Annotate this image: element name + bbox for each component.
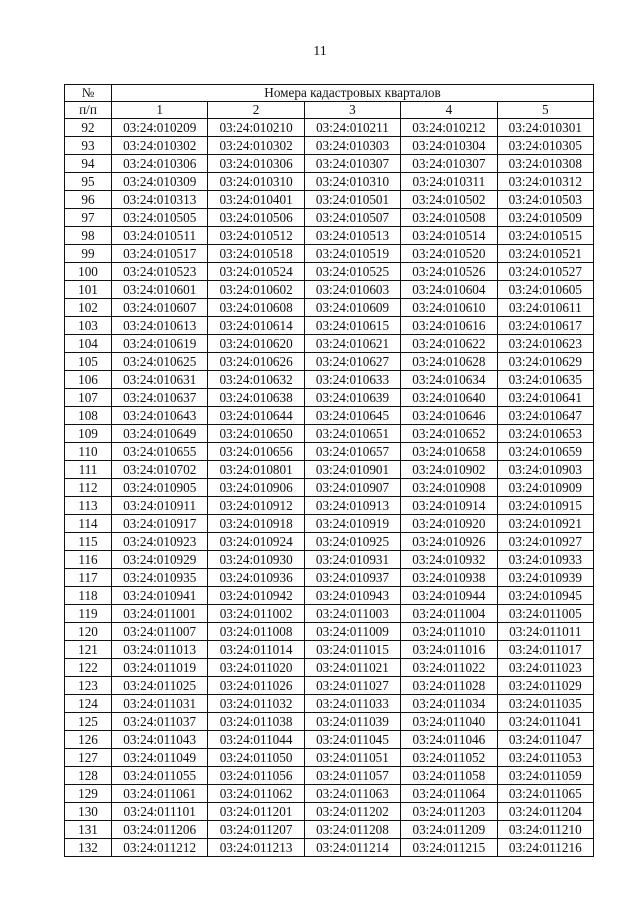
cadastral-number-cell: 03:24:010637 <box>112 389 208 407</box>
cadastral-number-cell: 03:24:010623 <box>497 335 593 353</box>
cadastral-number-cell: 03:24:011016 <box>401 641 497 659</box>
cadastral-number-cell: 03:24:011101 <box>112 803 208 821</box>
cadastral-number-cell: 03:24:010921 <box>497 515 593 533</box>
table-row <box>65 317 594 335</box>
row-number-cell: 112 <box>65 479 112 497</box>
cadastral-number-cell: 03:24:011206 <box>112 821 208 839</box>
cadastral-number-cell: 03:24:011208 <box>304 821 400 839</box>
cadastral-number-cell: 03:24:010651 <box>304 425 400 443</box>
cadastral-number-cell: 03:24:010641 <box>497 389 593 407</box>
cadastral-number-cell: 03:24:010939 <box>497 569 593 587</box>
cadastral-number-cell: 03:24:011209 <box>401 821 497 839</box>
cadastral-number-cell: 03:24:011002 <box>208 605 304 623</box>
table-row <box>65 785 594 803</box>
cadastral-number-cell: 03:24:010511 <box>112 227 208 245</box>
table-row <box>65 731 594 749</box>
row-number-cell: 93 <box>65 137 112 155</box>
cadastral-number-cell: 03:24:010513 <box>304 227 400 245</box>
table-row <box>65 209 594 227</box>
cadastral-number-cell: 03:24:010306 <box>112 155 208 173</box>
cadastral-number-cell: 03:24:011053 <box>497 749 593 767</box>
table-row <box>65 245 594 263</box>
cadastral-number-cell: 03:24:010911 <box>112 497 208 515</box>
cadastral-number-cell: 03:24:010938 <box>401 569 497 587</box>
table-row <box>65 155 594 173</box>
cadastral-number-cell: 03:24:011004 <box>401 605 497 623</box>
cadastral-number-cell: 03:24:011007 <box>112 623 208 641</box>
header-number-symbol: № <box>65 85 112 102</box>
cadastral-number-cell: 03:24:010702 <box>112 461 208 479</box>
cadastral-number-cell: 03:24:010909 <box>497 479 593 497</box>
cadastral-number-cell: 03:24:010933 <box>497 551 593 569</box>
cadastral-number-cell: 03:24:010307 <box>401 155 497 173</box>
table-row <box>65 641 594 659</box>
table-row <box>65 587 594 605</box>
cadastral-number-cell: 03:24:010507 <box>304 209 400 227</box>
cadastral-number-cell: 03:24:010633 <box>304 371 400 389</box>
cadastral-number-cell: 03:24:011202 <box>304 803 400 821</box>
cadastral-number-cell: 03:24:011032 <box>208 695 304 713</box>
cadastral-number-cell: 03:24:011029 <box>497 677 593 695</box>
table-row <box>65 569 594 587</box>
row-number-cell: 96 <box>65 191 112 209</box>
table-row <box>65 425 594 443</box>
cadastral-number-cell: 03:24:010211 <box>304 119 400 137</box>
cadastral-number-cell: 03:24:010906 <box>208 479 304 497</box>
cadastral-number-cell: 03:24:011031 <box>112 695 208 713</box>
table-row <box>65 479 594 497</box>
table-row <box>65 515 594 533</box>
cadastral-number-cell: 03:24:010920 <box>401 515 497 533</box>
row-number-cell: 105 <box>65 353 112 371</box>
header-column-5: 5 <box>497 102 593 119</box>
row-number-cell: 110 <box>65 443 112 461</box>
cadastral-number-cell: 03:24:011043 <box>112 731 208 749</box>
table-row <box>65 173 594 191</box>
header-number-abbrev: п/п <box>65 102 112 119</box>
cadastral-number-cell: 03:24:010626 <box>208 353 304 371</box>
row-number-cell: 115 <box>65 533 112 551</box>
cadastral-number-cell: 03:24:010917 <box>112 515 208 533</box>
cadastral-number-cell: 03:24:010801 <box>208 461 304 479</box>
cadastral-number-cell: 03:24:010915 <box>497 497 593 515</box>
table-row <box>65 497 594 515</box>
header-group-title: Номера кадастровых кварталов <box>112 85 594 102</box>
cadastral-number-cell: 03:24:010401 <box>208 191 304 209</box>
table-row <box>65 371 594 389</box>
cadastral-number-cell: 03:24:011204 <box>497 803 593 821</box>
row-number-cell: 123 <box>65 677 112 695</box>
cadastral-number-cell: 03:24:010647 <box>497 407 593 425</box>
cadastral-number-cell: 03:24:010506 <box>208 209 304 227</box>
cadastral-number-cell: 03:24:010302 <box>208 137 304 155</box>
cadastral-number-cell: 03:24:010520 <box>401 245 497 263</box>
cadastral-number-cell: 03:24:010919 <box>304 515 400 533</box>
table-row <box>65 839 594 857</box>
cadastral-number-cell: 03:24:010902 <box>401 461 497 479</box>
cadastral-number-cell: 03:24:010602 <box>208 281 304 299</box>
cadastral-number-cell: 03:24:010628 <box>401 353 497 371</box>
cadastral-number-cell: 03:24:011216 <box>497 839 593 857</box>
row-number-cell: 106 <box>65 371 112 389</box>
table-row <box>65 749 594 767</box>
cadastral-number-cell: 03:24:010620 <box>208 335 304 353</box>
cadastral-number-cell: 03:24:011063 <box>304 785 400 803</box>
table-row <box>65 299 594 317</box>
header-column-2: 2 <box>208 102 304 119</box>
row-number-cell: 100 <box>65 263 112 281</box>
cadastral-number-cell: 03:24:010901 <box>304 461 400 479</box>
cadastral-number-cell: 03:24:010653 <box>497 425 593 443</box>
cadastral-number-cell: 03:24:010309 <box>112 173 208 191</box>
cadastral-number-cell: 03:24:010515 <box>497 227 593 245</box>
cadastral-number-cell: 03:24:010923 <box>112 533 208 551</box>
cadastral-number-cell: 03:24:011056 <box>208 767 304 785</box>
table-row <box>65 443 594 461</box>
table-row <box>65 623 594 641</box>
cadastral-number-cell: 03:24:010608 <box>208 299 304 317</box>
cadastral-number-cell: 03:24:011014 <box>208 641 304 659</box>
table-row <box>65 119 594 137</box>
cadastral-number-cell: 03:24:010944 <box>401 587 497 605</box>
cadastral-number-cell: 03:24:010514 <box>401 227 497 245</box>
row-number-cell: 129 <box>65 785 112 803</box>
row-number-cell: 111 <box>65 461 112 479</box>
cadastral-number-cell: 03:24:010524 <box>208 263 304 281</box>
cadastral-number-cell: 03:24:011059 <box>497 767 593 785</box>
table-row <box>65 551 594 569</box>
row-number-cell: 119 <box>65 605 112 623</box>
cadastral-number-cell: 03:24:010908 <box>401 479 497 497</box>
cadastral-number-cell: 03:24:011057 <box>304 767 400 785</box>
cadastral-number-cell: 03:24:010658 <box>401 443 497 461</box>
cadastral-number-cell: 03:24:011215 <box>401 839 497 857</box>
cadastral-number-cell: 03:24:011049 <box>112 749 208 767</box>
cadastral-number-cell: 03:24:010615 <box>304 317 400 335</box>
cadastral-number-cell: 03:24:010508 <box>401 209 497 227</box>
cadastral-number-cell: 03:24:011022 <box>401 659 497 677</box>
cadastral-number-cell: 03:24:011025 <box>112 677 208 695</box>
row-number-cell: 97 <box>65 209 112 227</box>
cadastral-number-cell: 03:24:011010 <box>401 623 497 641</box>
cadastral-number-cell: 03:24:010306 <box>208 155 304 173</box>
cadastral-number-cell: 03:24:010610 <box>401 299 497 317</box>
cadastral-number-cell: 03:24:010527 <box>497 263 593 281</box>
cadastral-number-cell: 03:24:010505 <box>112 209 208 227</box>
row-number-cell: 108 <box>65 407 112 425</box>
cadastral-number-cell: 03:24:011203 <box>401 803 497 821</box>
cadastral-number-cell: 03:24:011201 <box>208 803 304 821</box>
cadastral-number-cell: 03:24:010302 <box>112 137 208 155</box>
cadastral-number-cell: 03:24:010619 <box>112 335 208 353</box>
cadastral-number-cell: 03:24:011020 <box>208 659 304 677</box>
row-number-cell: 113 <box>65 497 112 515</box>
row-number-cell: 109 <box>65 425 112 443</box>
cadastral-number-cell: 03:24:010611 <box>497 299 593 317</box>
cadastral-number-cell: 03:24:010644 <box>208 407 304 425</box>
cadastral-number-cell: 03:24:010512 <box>208 227 304 245</box>
cadastral-number-cell: 03:24:010650 <box>208 425 304 443</box>
cadastral-number-cell: 03:24:010303 <box>304 137 400 155</box>
row-number-cell: 95 <box>65 173 112 191</box>
row-number-cell: 92 <box>65 119 112 137</box>
row-number-cell: 102 <box>65 299 112 317</box>
cadastral-number-cell: 03:24:011027 <box>304 677 400 695</box>
cadastral-number-cell: 03:24:010645 <box>304 407 400 425</box>
table-row <box>65 821 594 839</box>
cadastral-number-cell: 03:24:010903 <box>497 461 593 479</box>
cadastral-number-cell: 03:24:010945 <box>497 587 593 605</box>
cadastral-number-cell: 03:24:010308 <box>497 155 593 173</box>
cadastral-number-cell: 03:24:010609 <box>304 299 400 317</box>
row-number-cell: 132 <box>65 839 112 857</box>
cadastral-number-cell: 03:24:010925 <box>304 533 400 551</box>
cadastral-number-cell: 03:24:010614 <box>208 317 304 335</box>
cadastral-number-cell: 03:24:010912 <box>208 497 304 515</box>
cadastral-number-cell: 03:24:010501 <box>304 191 400 209</box>
table-row <box>65 227 594 245</box>
table-row <box>65 803 594 821</box>
cadastral-number-cell: 03:24:011017 <box>497 641 593 659</box>
table-row <box>65 461 594 479</box>
cadastral-number-cell: 03:24:010942 <box>208 587 304 605</box>
table-row <box>65 281 594 299</box>
cadastral-number-cell: 03:24:010605 <box>497 281 593 299</box>
cadastral-number-cell: 03:24:010649 <box>112 425 208 443</box>
row-number-cell: 121 <box>65 641 112 659</box>
cadastral-number-cell: 03:24:010936 <box>208 569 304 587</box>
cadastral-number-cell: 03:24:010521 <box>497 245 593 263</box>
cadastral-number-cell: 03:24:010601 <box>112 281 208 299</box>
cadastral-number-cell: 03:24:010913 <box>304 497 400 515</box>
table-row <box>65 191 594 209</box>
cadastral-number-cell: 03:24:010604 <box>401 281 497 299</box>
row-number-cell: 114 <box>65 515 112 533</box>
cadastral-number-cell: 03:24:010627 <box>304 353 400 371</box>
cadastral-number-cell: 03:24:010307 <box>304 155 400 173</box>
cadastral-number-cell: 03:24:011210 <box>497 821 593 839</box>
cadastral-number-cell: 03:24:011062 <box>208 785 304 803</box>
table-row <box>65 695 594 713</box>
cadastral-number-cell: 03:24:010646 <box>401 407 497 425</box>
cadastral-number-cell: 03:24:010941 <box>112 587 208 605</box>
cadastral-number-cell: 03:24:011008 <box>208 623 304 641</box>
cadastral-number-cell: 03:24:011045 <box>304 731 400 749</box>
row-number-cell: 103 <box>65 317 112 335</box>
cadastral-number-cell: 03:24:010943 <box>304 587 400 605</box>
table-row <box>65 533 594 551</box>
row-number-cell: 117 <box>65 569 112 587</box>
cadastral-number-cell: 03:24:011044 <box>208 731 304 749</box>
cadastral-number-cell: 03:24:011207 <box>208 821 304 839</box>
cadastral-number-cell: 03:24:010526 <box>401 263 497 281</box>
row-number-cell: 116 <box>65 551 112 569</box>
table-row <box>65 263 594 281</box>
cadastral-number-cell: 03:24:010937 <box>304 569 400 587</box>
cadastral-number-cell: 03:24:011051 <box>304 749 400 767</box>
cadastral-number-cell: 03:24:011033 <box>304 695 400 713</box>
cadastral-number-cell: 03:24:010503 <box>497 191 593 209</box>
cadastral-number-cell: 03:24:011041 <box>497 713 593 731</box>
cadastral-number-cell: 03:24:010509 <box>497 209 593 227</box>
cadastral-number-cell: 03:24:011213 <box>208 839 304 857</box>
cadastral-number-cell: 03:24:011061 <box>112 785 208 803</box>
cadastral-number-cell: 03:24:010638 <box>208 389 304 407</box>
row-number-cell: 98 <box>65 227 112 245</box>
cadastral-number-cell: 03:24:010304 <box>401 137 497 155</box>
header-column-3: 3 <box>304 102 400 119</box>
table-row <box>65 605 594 623</box>
cadastral-number-cell: 03:24:011026 <box>208 677 304 695</box>
cadastral-number-cell: 03:24:010523 <box>112 263 208 281</box>
cadastral-number-cell: 03:24:010622 <box>401 335 497 353</box>
cadastral-number-cell: 03:24:010932 <box>401 551 497 569</box>
cadastral-number-cell: 03:24:011038 <box>208 713 304 731</box>
cadastral-number-cell: 03:24:011021 <box>304 659 400 677</box>
cadastral-number-cell: 03:24:011065 <box>497 785 593 803</box>
cadastral-number-cell: 03:24:010634 <box>401 371 497 389</box>
cadastral-number-cell: 03:24:010313 <box>112 191 208 209</box>
cadastral-number-cell: 03:24:010632 <box>208 371 304 389</box>
cadastral-number-cell: 03:24:011037 <box>112 713 208 731</box>
cadastral-number-cell: 03:24:010631 <box>112 371 208 389</box>
cadastral-number-cell: 03:24:011009 <box>304 623 400 641</box>
cadastral-number-cell: 03:24:011055 <box>112 767 208 785</box>
row-number-cell: 130 <box>65 803 112 821</box>
cadastral-number-cell: 03:24:010926 <box>401 533 497 551</box>
row-number-cell: 118 <box>65 587 112 605</box>
cadastral-number-cell: 03:24:011035 <box>497 695 593 713</box>
table-body <box>65 119 594 857</box>
cadastral-number-cell: 03:24:010905 <box>112 479 208 497</box>
cadastral-number-cell: 03:24:011040 <box>401 713 497 731</box>
cadastral-number-cell: 03:24:010655 <box>112 443 208 461</box>
cadastral-number-cell: 03:24:011028 <box>401 677 497 695</box>
cadastral-number-cell: 03:24:010519 <box>304 245 400 263</box>
table-row <box>65 389 594 407</box>
cadastral-number-cell: 03:24:011047 <box>497 731 593 749</box>
row-number-cell: 131 <box>65 821 112 839</box>
cadastral-number-cell: 03:24:010907 <box>304 479 400 497</box>
row-number-cell: 125 <box>65 713 112 731</box>
cadastral-number-cell: 03:24:011046 <box>401 731 497 749</box>
cadastral-number-cell: 03:24:010502 <box>401 191 497 209</box>
page-number: 11 <box>313 44 327 59</box>
cadastral-quarters-table <box>64 84 594 857</box>
cadastral-number-cell: 03:24:010635 <box>497 371 593 389</box>
cadastral-number-cell: 03:24:010643 <box>112 407 208 425</box>
cadastral-number-cell: 03:24:010311 <box>401 173 497 191</box>
cadastral-number-cell: 03:24:010616 <box>401 317 497 335</box>
cadastral-number-cell: 03:24:010621 <box>304 335 400 353</box>
row-number-cell: 122 <box>65 659 112 677</box>
table-row <box>65 659 594 677</box>
row-number-cell: 127 <box>65 749 112 767</box>
table-row <box>65 335 594 353</box>
cadastral-number-cell: 03:24:010525 <box>304 263 400 281</box>
cadastral-number-cell: 03:24:011050 <box>208 749 304 767</box>
cadastral-number-cell: 03:24:010312 <box>497 173 593 191</box>
cadastral-number-cell: 03:24:011212 <box>112 839 208 857</box>
cadastral-number-cell: 03:24:010301 <box>497 119 593 137</box>
cadastral-number-cell: 03:24:011039 <box>304 713 400 731</box>
row-number-cell: 120 <box>65 623 112 641</box>
cadastral-number-cell: 03:24:010210 <box>208 119 304 137</box>
cadastral-number-cell: 03:24:010305 <box>497 137 593 155</box>
cadastral-number-cell: 03:24:011052 <box>401 749 497 767</box>
cadastral-number-cell: 03:24:010924 <box>208 533 304 551</box>
cadastral-number-cell: 03:24:010657 <box>304 443 400 461</box>
row-number-cell: 124 <box>65 695 112 713</box>
cadastral-number-cell: 03:24:011064 <box>401 785 497 803</box>
header-column-1: 1 <box>112 102 208 119</box>
table-row <box>65 677 594 695</box>
cadastral-number-cell: 03:24:011023 <box>497 659 593 677</box>
row-number-cell: 99 <box>65 245 112 263</box>
cadastral-number-cell: 03:24:011001 <box>112 605 208 623</box>
cadastral-number-cell: 03:24:011015 <box>304 641 400 659</box>
cadastral-number-cell: 03:24:010929 <box>112 551 208 569</box>
cadastral-number-cell: 03:24:010518 <box>208 245 304 263</box>
cadastral-number-cell: 03:24:010930 <box>208 551 304 569</box>
cadastral-number-cell: 03:24:011019 <box>112 659 208 677</box>
row-number-cell: 101 <box>65 281 112 299</box>
cadastral-number-cell: 03:24:010517 <box>112 245 208 263</box>
cadastral-number-cell: 03:24:010931 <box>304 551 400 569</box>
table-row <box>65 407 594 425</box>
cadastral-number-cell: 03:24:010935 <box>112 569 208 587</box>
cadastral-number-cell: 03:24:010310 <box>304 173 400 191</box>
header-column-4: 4 <box>401 102 497 119</box>
cadastral-number-cell: 03:24:010640 <box>401 389 497 407</box>
cadastral-number-cell: 03:24:010603 <box>304 281 400 299</box>
cadastral-number-cell: 03:24:010613 <box>112 317 208 335</box>
cadastral-number-cell: 03:24:010914 <box>401 497 497 515</box>
cadastral-number-cell: 03:24:011011 <box>497 623 593 641</box>
row-number-cell: 128 <box>65 767 112 785</box>
table-row <box>65 713 594 731</box>
cadastral-number-cell: 03:24:010209 <box>112 119 208 137</box>
cadastral-number-cell: 03:24:010310 <box>208 173 304 191</box>
cadastral-number-cell: 03:24:010659 <box>497 443 593 461</box>
cadastral-number-cell: 03:24:010617 <box>497 317 593 335</box>
cadastral-number-cell: 03:24:011058 <box>401 767 497 785</box>
table-row <box>65 353 594 371</box>
row-number-cell: 94 <box>65 155 112 173</box>
cadastral-number-cell: 03:24:010212 <box>401 119 497 137</box>
cadastral-number-cell: 03:24:010639 <box>304 389 400 407</box>
cadastral-number-cell: 03:24:011005 <box>497 605 593 623</box>
cadastral-number-cell: 03:24:011214 <box>304 839 400 857</box>
cadastral-number-cell: 03:24:010629 <box>497 353 593 371</box>
cadastral-number-cell: 03:24:010656 <box>208 443 304 461</box>
cadastral-number-cell: 03:24:010607 <box>112 299 208 317</box>
row-number-cell: 107 <box>65 389 112 407</box>
table-row <box>65 767 594 785</box>
cadastral-number-cell: 03:24:010918 <box>208 515 304 533</box>
row-number-cell: 104 <box>65 335 112 353</box>
cadastral-number-cell: 03:24:011034 <box>401 695 497 713</box>
cadastral-number-cell: 03:24:010652 <box>401 425 497 443</box>
cadastral-number-cell: 03:24:010625 <box>112 353 208 371</box>
cadastral-number-cell: 03:24:011013 <box>112 641 208 659</box>
table-row <box>65 137 594 155</box>
cadastral-number-cell: 03:24:011003 <box>304 605 400 623</box>
cadastral-number-cell: 03:24:010927 <box>497 533 593 551</box>
row-number-cell: 126 <box>65 731 112 749</box>
